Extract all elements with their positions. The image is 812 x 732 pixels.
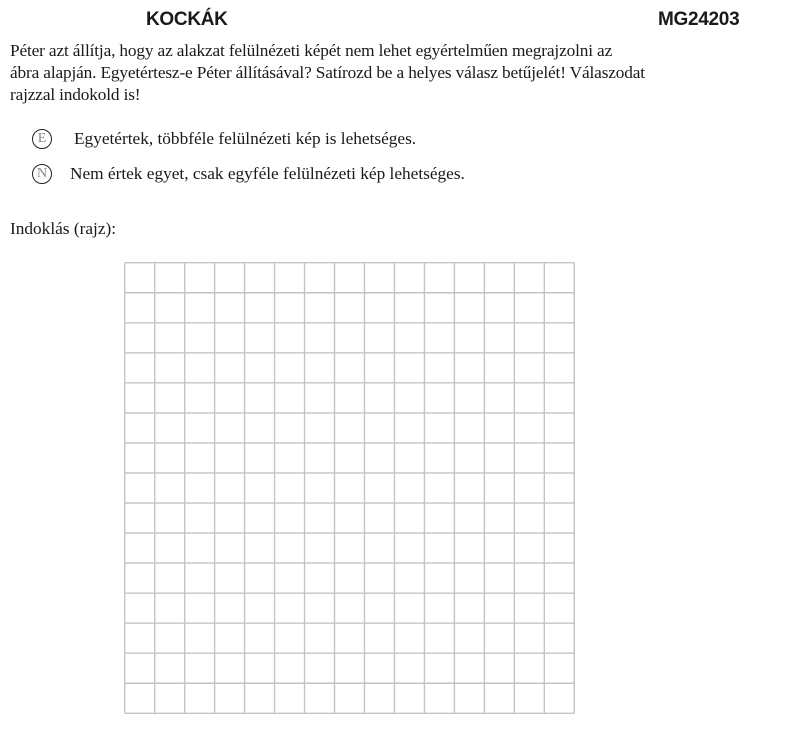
option-e[interactable] — [32, 129, 416, 149]
option-n[interactable] — [32, 164, 465, 184]
option-e-text: Egyetértek, többféle felülnézeti kép is lehetséges. — [74, 129, 417, 148]
task-title: KOCKÁK — [146, 9, 228, 30]
question-line: Péter azt állítja, hogy az alakzat felülnézeti képét nem lehet egyértelműen megrajzolni az — [10, 41, 613, 60]
drawing-grid[interactable] — [124, 262, 575, 714]
option-e-letter-circle[interactable]: E — [32, 129, 52, 149]
task-code: MG24203 — [658, 9, 740, 30]
question-line: ábra alapján. Egyetértesz-e Péter állításával? Satírozd be a helyes válasz betűjelét! Válaszodat — [10, 63, 645, 82]
question-text — [10, 40, 710, 106]
option-n-letter-circle[interactable]: N — [32, 164, 52, 184]
justification-label: Indoklás (rajz): — [10, 219, 117, 238]
option-n-text: Nem értek egyet, csak egyféle felülnézeti kép lehetséges. — [70, 164, 465, 183]
question-line: rajzzal indokold is! — [10, 85, 141, 104]
